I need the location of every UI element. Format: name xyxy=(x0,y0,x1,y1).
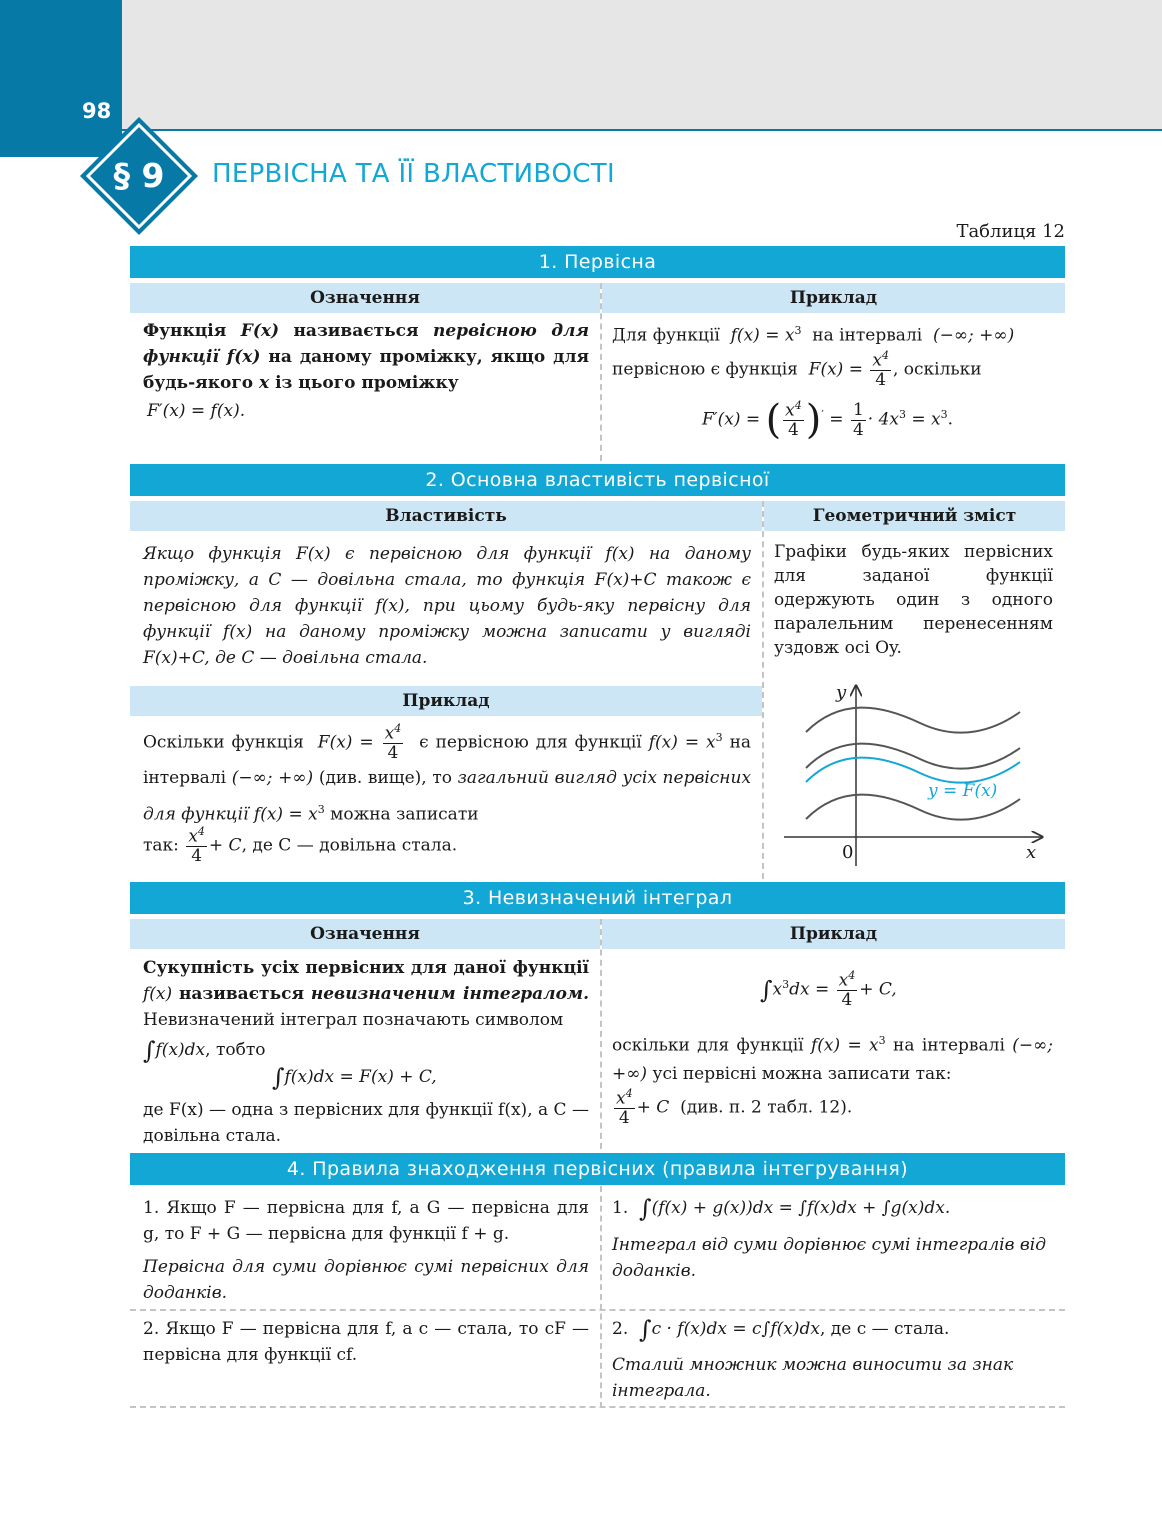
s2-example-result: так: $\frac{x^4}{4}$ + C, де C — довільна стала. xyxy=(143,825,458,867)
origin-label: 0 xyxy=(842,842,854,863)
s3-integral-symbol: ∫f(x)dx, тобто xyxy=(143,1036,266,1065)
curve xyxy=(806,744,1020,769)
s3-example-result: $\frac{x^4}{4}$ + C (див. п. 2 табл. 12). xyxy=(616,1087,853,1129)
section-4-title: 4. Правила знаходження первісних (правила інтегрування) xyxy=(130,1153,1065,1185)
s1-example-line2: первісною є функція F(x) = $\frac{x^4}{4}$ , оскільки xyxy=(612,349,982,391)
page-number: 98 xyxy=(82,99,112,123)
divider xyxy=(600,919,602,1149)
page-title: ПЕРВІСНА ТА ЇЇ ВЛАСТИВОСТІ xyxy=(212,159,615,189)
s2-example-header: Приклад xyxy=(130,686,762,716)
s3-definition-text: Сукупність усіх первісних для даної функції f(x) називається невизначеним інтегралом. Невизначений інтеграл позначають символом xyxy=(143,958,589,1030)
s2-example-text: Оскільки функція F(x) = $\frac{x^4}{4}$ є первісною для функції $f(x) = x^3$ на інтервалі (−∞; +∞) (див. вище), то загальний вигляд усіх первісних для функції $f(x) = x^3$ можна записати xyxy=(143,722,752,825)
s3-example-formula: $\int x^3dx$ = $\frac{x^4}{4}$ + C, xyxy=(760,969,897,1011)
header-rule xyxy=(122,129,1162,131)
rule-1-formula-note: Інтеграл від суми дорівнює сумі інтегралів від доданків. xyxy=(612,1235,1046,1281)
section-2-title: 2. Основна властивість первісної xyxy=(130,464,1065,496)
divider xyxy=(600,1186,602,1408)
rule-2-formula-note: Сталий множник можна виносити за знак інтеграла. xyxy=(612,1355,1014,1401)
s3-example-text: оскільки для функції $f(x) = x^3$ на інтервалі (−∞; +∞) усі первісні можна записати так: xyxy=(612,1034,1053,1084)
highlighted-curve xyxy=(806,758,1020,783)
fraction: $\frac{x^4}{4}$ xyxy=(872,349,889,391)
paragraph-mark: § 9 xyxy=(113,156,165,195)
table-label: Таблиця 12 xyxy=(956,221,1065,242)
rule-2-formula: 2. ∫c · f(x)dx = c∫f(x)dx, де c — стала. xyxy=(612,1315,950,1344)
s2-property-text: Якщо функція F(x) є первісною для функції f(x) на даному проміжку, а C — довільна стала, то функція F(x)+C також є первісною для функції f(x), при цьому будь-яку первісну для функції f(x) на даному проміжку можна записати у вигляді F(x)+C, де C — довільна стала. xyxy=(143,544,751,668)
rule-1-text: 1. Якщо F — первісна для f, а G — первісна для g, то F + G — первісна для функції f + g. xyxy=(143,1198,589,1244)
antiderivative-graph xyxy=(770,678,1060,878)
rule-2-text: 2. Якщо F — первісна для f, а c — стала, то cF — первісна для функції cf. xyxy=(143,1319,589,1365)
s2-geometry-header: Геометричний зміст xyxy=(764,501,1065,531)
header-gray-band xyxy=(122,0,1162,129)
s1-definition-header: Означення xyxy=(130,283,600,313)
divider xyxy=(600,283,602,461)
s1-example-formula: F′(x) = ( $\frac{x^4}{4}$ )′ = $\frac{1}{4}$ · $4x^3 = x^3$. xyxy=(702,397,954,444)
table-bottom-rule xyxy=(130,1406,1065,1408)
s2-geometry-text: Графіки будь-яких первісних для заданої функції одержують один з одного паралельним перенесенням уздовж осі Oy. xyxy=(774,542,1053,658)
x-axis-label: x xyxy=(1026,842,1037,863)
s1-definition-text: Функція F(x) називається первісною для функції f(x) на даному проміжку, якщо для будь-якого x із цього проміжку xyxy=(143,321,590,393)
s3-definition-header: Означення xyxy=(130,919,600,949)
section-3-title: 3. Невизначений інтеграл xyxy=(130,882,1065,914)
s1-example-header: Приклад xyxy=(602,283,1065,313)
s3-example-header: Приклад xyxy=(602,919,1065,949)
curve xyxy=(806,708,1020,733)
divider xyxy=(762,501,764,879)
section-1-title: 1. Первісна xyxy=(130,246,1065,278)
s3-definition-formula: ∫f(x)dx = F(x) + C, xyxy=(272,1063,437,1092)
s1-definition-formula: F′(x) = f(x). xyxy=(147,401,246,421)
rule-1-note: Первісна для суми дорівнює сумі первісних для доданків. xyxy=(143,1257,589,1303)
y-axis-label: y xyxy=(836,682,847,703)
row-divider xyxy=(130,1309,1065,1311)
s2-property-header: Властивість xyxy=(130,501,762,531)
s1-example-line1: Для функції $f(x) = x^3$ на інтервалі (−∞; +∞) xyxy=(612,324,1015,346)
rule-1-formula: 1. ∫(f(x) + g(x))dx = ∫f(x)dx + ∫g(x)dx. xyxy=(612,1194,951,1223)
curve-label: y = F(x) xyxy=(928,781,998,801)
s3-definition-tail: де F(x) — одна з первісних для функції f(x), а C — довільна стала. xyxy=(143,1100,589,1146)
paragraph-badge xyxy=(80,117,198,235)
